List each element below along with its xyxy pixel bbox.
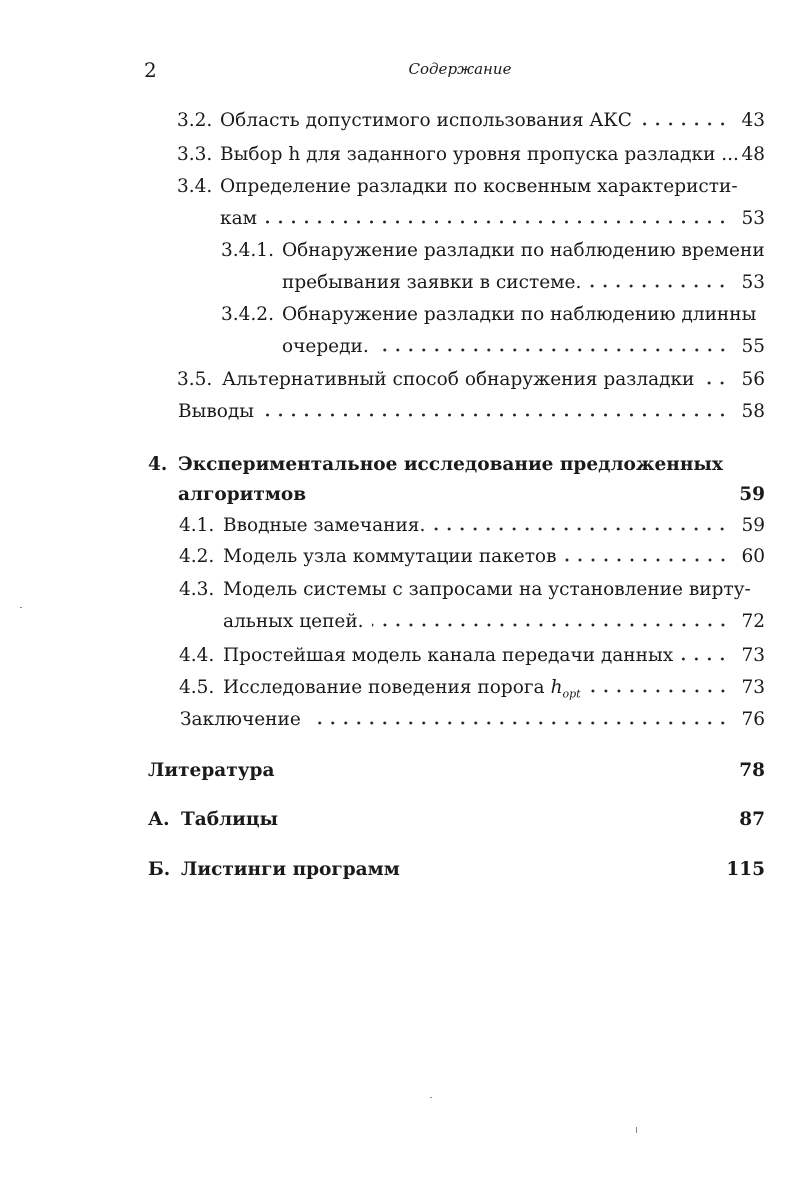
toc-entry-3-5[interactable]: [177, 368, 765, 392]
toc-entry-3-3[interactable]: [177, 143, 765, 167]
entry-page: 43: [741, 110, 765, 131]
entry-title: Альтернативный способ обнаружения разладки: [222, 369, 695, 390]
entry-title: Исследование поведения порога: [223, 677, 545, 698]
entry-title-line2: кам: [220, 208, 257, 229]
toc-entry-4-2[interactable]: [179, 545, 765, 569]
toc-appendix-b[interactable]: [148, 858, 765, 882]
toc-entry-3-4-2[interactable]: [221, 303, 757, 327]
math-subscript: opt: [562, 687, 581, 701]
entry-title-line1: Модель системы с запросами на установление вирту-: [223, 579, 751, 600]
dot-leader: [589, 689, 729, 693]
chapter-page: 78: [739, 760, 765, 781]
appendix-title: Таблицы: [181, 809, 279, 830]
entry-number: 4.3.: [179, 579, 215, 600]
entry-page: 58: [741, 401, 765, 422]
entry-title: Выбор h для заданного уровня пропуска разладки ...: [220, 144, 739, 165]
chapter-title-line2: алгоритмов: [178, 484, 307, 505]
entry-title: Вводные замечания.: [223, 515, 426, 536]
scan-speck: [20, 607, 22, 608]
math-h-opt: [551, 676, 581, 707]
running-header: Содержание: [408, 60, 512, 78]
entry-number: 3.2.: [177, 110, 213, 131]
toc-entry-3-4-1-cont[interactable]: [282, 271, 765, 295]
entry-title-line2: пребывания заявки в системе.: [282, 272, 582, 293]
entry-number: 3.5.: [177, 369, 213, 390]
entry-page: 60: [741, 546, 765, 567]
chapter-title-line1: Экспериментальное исследование предложенных: [178, 454, 723, 475]
dot-leader: [681, 657, 729, 661]
scan-speck: [636, 1127, 637, 1133]
dot-leader: [433, 527, 729, 531]
entry-title: Простейшая модель канала передачи данных: [223, 645, 674, 666]
dot-leader: [262, 413, 729, 417]
entry-title-line1: Определение разладки по косвенным характеристи-: [220, 176, 738, 197]
entry-title: Модель узла коммутации пакетов: [223, 546, 557, 567]
chapter-page: 59: [739, 484, 765, 505]
chapter-title: Литература: [148, 760, 275, 781]
entry-page: 48: [741, 144, 765, 165]
entry-title: Выводы: [178, 401, 254, 422]
entry-title-line2: альных цепей.: [223, 611, 364, 632]
entry-number: 3.4.1.: [221, 240, 274, 261]
dot-leader: [702, 381, 729, 385]
entry-title: Заключение: [180, 709, 301, 730]
entry-page: 56: [741, 369, 765, 390]
toc-entry-4-5[interactable]: [179, 676, 765, 707]
toc-entry-4-1[interactable]: [179, 514, 765, 538]
dot-leader: [589, 284, 729, 288]
dot-leader: [309, 721, 729, 725]
math-symbol: h: [550, 677, 563, 698]
toc-entry-3-4[interactable]: [177, 175, 738, 199]
entry-number: 3.4.2.: [221, 304, 274, 325]
appendix-letter: Б.: [148, 859, 171, 880]
entry-page: 73: [741, 645, 765, 666]
toc-entry-3-4-1[interactable]: [221, 239, 765, 263]
dot-leader: [565, 558, 730, 562]
entry-page: 55: [741, 336, 765, 357]
appendix-page: 115: [726, 859, 765, 880]
toc-chapter-4[interactable]: [148, 453, 721, 477]
toc-chapter-4-cont[interactable]: [178, 483, 765, 507]
entry-number: 4.2.: [179, 546, 215, 567]
entry-number: 4.1.: [179, 515, 215, 536]
entry-number: 4.4.: [179, 645, 215, 666]
toc-entry-4-3[interactable]: [179, 578, 751, 602]
entry-page: 53: [741, 272, 765, 293]
appendix-letter: А.: [148, 809, 170, 830]
toc-entry-conclusion[interactable]: [180, 708, 765, 732]
appendix-page: 87: [739, 809, 765, 830]
entry-title-line1: Обнаружение разладки по наблюдению времени: [282, 240, 765, 261]
toc-entry-3-2[interactable]: [177, 109, 765, 133]
dot-leader: [372, 623, 729, 627]
entry-page: 73: [741, 677, 765, 698]
dot-leader: [265, 220, 729, 224]
toc-entry-3-4-cont[interactable]: [220, 207, 765, 231]
scan-speck: [430, 1097, 432, 1098]
toc-chapter-literature[interactable]: [148, 759, 765, 783]
entry-title-line1: Обнаружение разладки по наблюдению длинны: [282, 304, 757, 325]
entry-page: 59: [741, 515, 765, 536]
entry-number: 3.3.: [177, 144, 213, 165]
entry-page: 76: [741, 709, 765, 730]
dot-leader: [377, 348, 729, 352]
entry-title-line2: очереди.: [282, 336, 369, 357]
toc-entry-conclusions-3[interactable]: [178, 400, 765, 424]
entry-number: 3.4.: [177, 176, 213, 197]
dot-leader: [640, 122, 729, 126]
toc-appendix-a[interactable]: [148, 808, 765, 832]
toc-entry-4-3-cont[interactable]: [223, 610, 765, 634]
entry-page: 72: [741, 611, 765, 632]
toc-entry-3-4-2-cont[interactable]: [282, 335, 765, 359]
entry-number: 4.5.: [179, 677, 215, 698]
toc-entry-4-4[interactable]: [179, 644, 765, 668]
entry-title: Область допустимого использования АКС: [220, 110, 632, 131]
page-number: 2: [144, 58, 157, 82]
appendix-title: Листинги программ: [181, 859, 400, 880]
entry-page: 53: [741, 208, 765, 229]
chapter-number: 4.: [148, 454, 168, 475]
